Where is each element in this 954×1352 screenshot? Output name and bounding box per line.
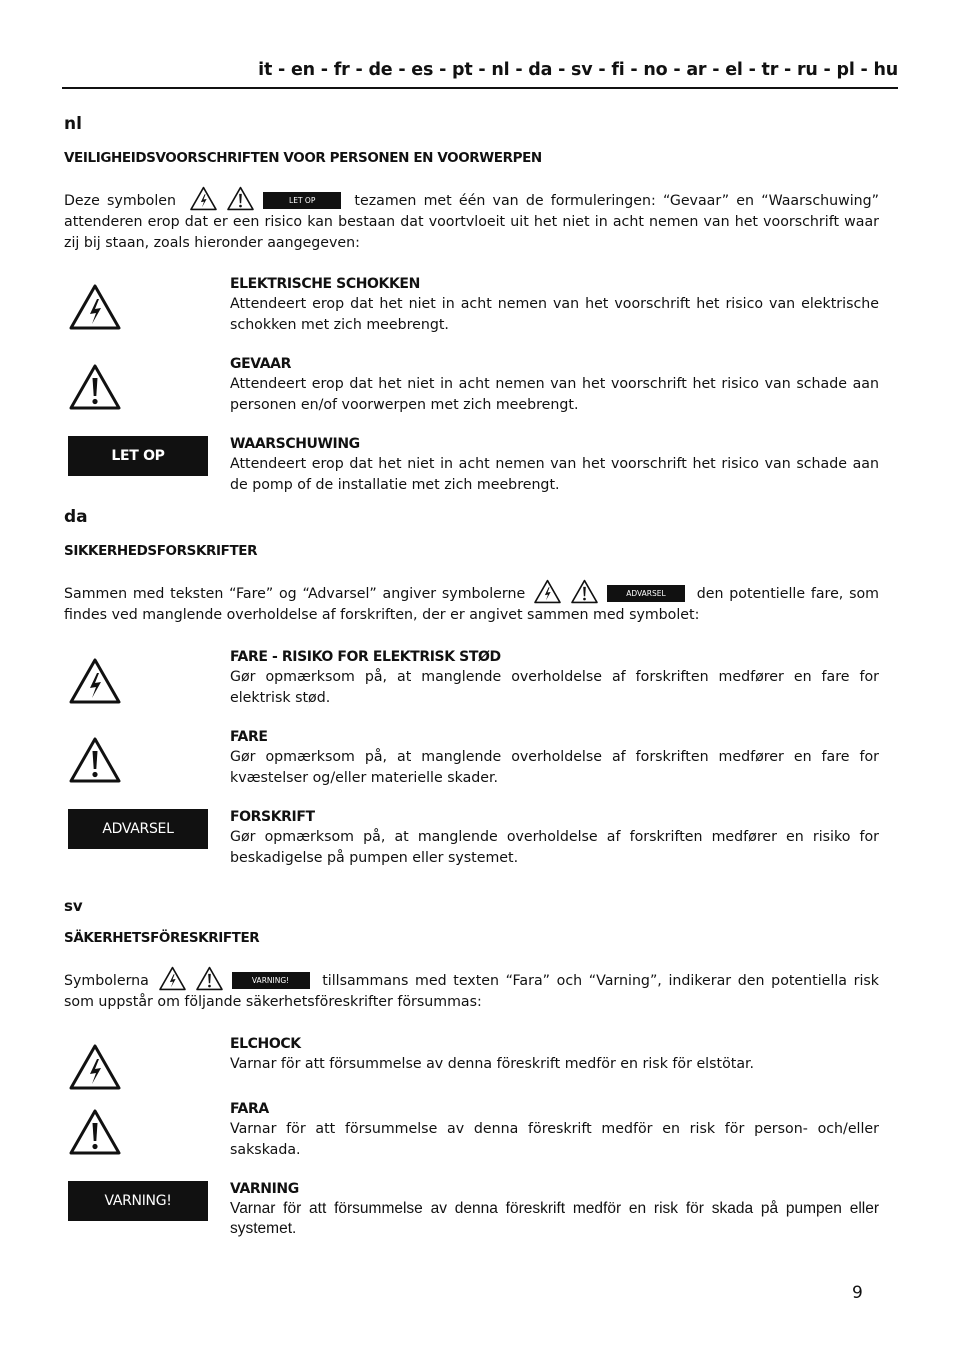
hazard-title: FARA <box>230 1101 269 1117</box>
hazard-item-danger-sv <box>230 1099 879 1161</box>
caution-label-inline: VARNING! <box>232 972 310 989</box>
hazard-item-electric-nl <box>230 274 879 336</box>
hazard-title: ELCHOCK <box>230 1036 301 1052</box>
section-title-nl: VEILIGHEIDSVOORSCHRIFTEN VOOR PERSONEN EN VOORWERPEN <box>64 150 542 166</box>
electric-shock-warning-icon <box>189 186 218 211</box>
general-danger-warning-icon <box>68 363 122 411</box>
general-danger-warning-icon <box>195 966 224 991</box>
hazard-text: Gør opmærksom på, at manglende overholdelse af forskriften medfører en fare for elektrisk stød. <box>230 669 879 706</box>
page-number: 9 <box>852 1283 863 1303</box>
general-danger-warning-icon <box>226 186 255 211</box>
hazard-item-electric-da <box>230 647 879 709</box>
hazard-title: FARE - RISIKO FOR ELEKTRISK STØD <box>230 649 501 665</box>
hazard-text: Attendeert erop dat het niet in acht nemen van het voorschrift het risico van schade aan de pomp of de installatie met zich meebrengt. <box>230 456 879 493</box>
general-danger-warning-icon <box>570 579 599 604</box>
intro-text-before: Deze symbolen <box>64 193 176 209</box>
hazard-text: Varnar för att försummelse av denna föreskrift medför en risk för person- och/eller sakskada. <box>230 1121 879 1158</box>
intro-text-before: Sammen med teksten “Fare” og “Advarsel” angiver symbolerne <box>64 586 526 602</box>
caution-label-inline: ADVARSEL <box>607 585 685 602</box>
electric-shock-warning-icon <box>533 579 562 604</box>
hazard-item-electric-sv <box>230 1034 879 1075</box>
electric-shock-warning-icon <box>68 283 122 331</box>
hazard-item-caution-da <box>230 807 879 869</box>
caution-label: VARNING! <box>68 1181 208 1221</box>
hazard-text: Attendeert erop dat het niet in acht nemen van het voorschrift het risico van elektrische schokken met zich meebrengt. <box>230 296 879 333</box>
general-danger-warning-icon <box>68 1108 122 1156</box>
intro-text-after: den potentielle fare, som findes ved manglende overholdelse af forskriften, der er angivet sammen med symbolet: <box>64 586 879 623</box>
hazard-title: VARNING <box>230 1181 299 1197</box>
intro-paragraph-sv <box>64 966 879 1013</box>
hazard-title: FORSKRIFT <box>230 809 315 825</box>
intro-paragraph-nl <box>64 186 879 254</box>
electric-shock-warning-icon <box>68 657 122 705</box>
hazard-title: FARE <box>230 729 268 745</box>
caution-label: ADVARSEL <box>68 809 208 849</box>
general-danger-warning-icon <box>68 736 122 784</box>
hazard-text: Attendeert erop dat het niet in acht nemen van het voorschrift het risico van schade aan personen en/of voorwerpen met zich meebrengt. <box>230 376 879 413</box>
hazard-text: Gør opmærksom på, at manglende overholdelse af forskriften medfører en fare for kvæstelser og/eller materielle skader. <box>230 749 879 786</box>
section-lang-nl: nl <box>64 114 82 134</box>
hazard-item-caution-sv <box>230 1179 879 1239</box>
hazard-item-danger-nl <box>230 354 879 416</box>
language-index-header: it - en - fr - de - es - pt - nl - da - sv - fi - no - ar - el - tr - ru - pl - hu <box>258 60 898 80</box>
header-rule <box>62 87 898 89</box>
hazard-title: ELEKTRISCHE SCHOKKEN <box>230 276 420 292</box>
caution-label-inline: LET OP <box>263 192 341 209</box>
caution-label: LET OP <box>68 436 208 476</box>
hazard-title: WAARSCHUWING <box>230 436 360 452</box>
section-title-da: SIKKERHEDSFORSKRIFTER <box>64 543 258 559</box>
intro-paragraph-da <box>64 579 879 626</box>
hazard-text: Gør opmærksom på, at manglende overholdelse af forskriften medfører en risiko for beskadigelse på pumpen eller systemet. <box>230 829 879 866</box>
section-lang-da: da <box>64 507 88 527</box>
hazard-text: Varnar för att försummelse av denna föreskrift medför en risk för skada på pumpen eller systemet. <box>230 1200 879 1237</box>
section-lang-sv: sv <box>64 897 83 915</box>
electric-shock-warning-icon <box>158 966 187 991</box>
hazard-text: Varnar för att försummelse av denna föreskrift medför en risk för elstötar. <box>230 1056 755 1072</box>
hazard-item-caution-nl <box>230 434 879 496</box>
section-title-sv: SÄKERHETSFÖRESKRIFTER <box>64 930 260 946</box>
hazard-item-danger-da <box>230 727 879 789</box>
intro-text-after: tillsammans med texten “Fara” och “Varning”, indikerar den potentiella risk som uppstår om följande säkerhetsföreskrifter försummas: <box>64 973 880 1010</box>
intro-text-before: Symbolerna <box>64 973 149 989</box>
electric-shock-warning-icon <box>68 1043 122 1091</box>
hazard-title: GEVAAR <box>230 356 291 372</box>
intro-text-after: tezamen met één van de formuleringen: “Gevaar” en “Waarschuwing” attenderen erop dat er een risico kan bestaan dat voortvloeit uit het niet in acht nemen van het voorschrift waar zij bij staan, zoals hieronder aangegeven: <box>64 193 879 251</box>
